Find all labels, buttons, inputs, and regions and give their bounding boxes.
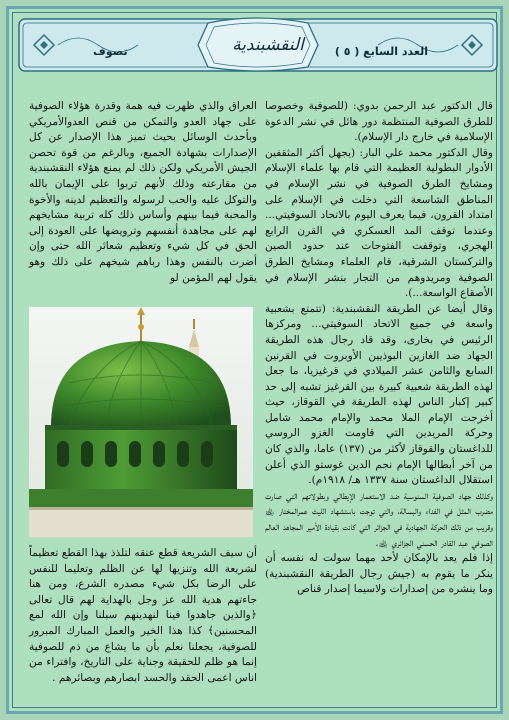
right-text-column	[265, 99, 493, 598]
paragraph: وقال الدكتور محمد علي البار: (يجهل أكثر المثقفين الأدوار البطولية العظيمة التي قام بها علماء الإسلام ومشايخ الطرق الصوفية في نشر الإسلام في المناطق الشاسعة التي دخلت في الإسلام على امتداد القرون، فيما يعرف اليوم بالاتحاد السوفيتي... وعندما توقف المد العسكري في القرن الرابع الهجري، وتوقفت الفتوحات عند حدود الصين والتركستان الشرقية، قام العلماء ومشايخ الطرق الصوفية ومريدوهم من التجار بنشر الإسلام في الأصقاع الواسعة...).	[265, 146, 493, 300]
green-dome-photo	[29, 307, 253, 537]
paragraph: أن سيف الشريعة قطع عنقه لتلذذ بهذا القطع تعظيماً لشريعة الله وتنزيها لها عن الظلم وتعليما للنفس على الرضا بكل شيء مصدره الشرع، ومن هنا جاءتهم هدية الله عز وجل بالهداية لهم قال تعالى ﴿والذين جاهدوا فينا لنهدينهم سبلنا وإن الله لمع المحسنين﴾ كذا هذا الخير والعمل المبارك المبرور للصوفية، يجعلنا نعلم بأن ما يشاع من ذم للصوفية إنما هو ظلم للحقيقة وجناية على التاريخ، وافتراء من اناس اعمى الحقد والحسد ابصارهم وبصائرهم .	[29, 547, 257, 684]
left-text-column-bottom	[29, 546, 257, 686]
magazine-page	[6, 6, 503, 714]
paragraph: وكذلك جهاد الصوفية السنوسية ضد الاستعمار الإيطالي وبطولاتهم التي صارت مضرب المثل في الفداء والبسالة، والتي توجت باستشهاد الليث عمرالمختار ﵀ وقريب من ذلك الحركة الجهادية في الجزائر التي كانت بقيادة الأمير المجاهد العالم الصوفي عبد القادر الحسني الجزائري ﵀.	[265, 489, 493, 549]
paragraph: العراق والذي ظهرت فيه همة وقدرة هؤلاء الصوفية على جهاد العدو والتمكن من قنص العدوالأمريكي وبأحدث الوسائل بحيث تميز هذا الإصدار عن كل الإصدارات بشهادة الجميع، وبالرغم من قوة تحصن الجيش الأمريكي ولكن ذلك لم يمنع هؤلاء النقشبندية من مقارعته وذلك لأنهم تربوا على الإيمان بالله والتوكل عليه والحب لرسوله والتعظيم لدينه والأخوة والمحبة فيما بينهم وأساس ذلك كله تربية مشايخهم لهم على مجاهدة أنفسهم وترويضها على العودة إلى الحق في كل شيء وتعظيم شعائر الله حتى وإن أضرت بالنفس وهذا رباهم شيخهم على ذلك وهو يقول لهم المؤمن لو	[29, 100, 257, 284]
paragraph: قال الدكتور عبد الرحمن بدوي: (للصوفية وخصوصا للطرق الصوفية المنتظمة دور هائل في نشر الدعوة الإسلامية في خارج دار الإسلام).	[265, 100, 493, 144]
section-title: تصوف	[93, 45, 128, 58]
left-text-column-top	[29, 99, 257, 286]
mosque-dome-icon	[29, 307, 253, 537]
issue-number: العدد السابع ( ٥ )	[334, 45, 428, 58]
magazine-logo: النقشبندية	[232, 35, 304, 55]
paragraph: إذا فلم يعد بالإمكان لأحد مهما سولت له نفسه أن ينكر ما يقوم به (جيش رجال الطريقة النقشبندية) وما ينشره من إصدارات ولاسيما إصدار قناص	[265, 552, 493, 596]
page-header	[18, 15, 498, 75]
paragraph: وقال أيضا عن الطريقة النقشبندية: (تتمتع بشعبية واسعة في جميع الاتحاد السوفيتي... ومركزها الرئيس في بخارى، وقد قاد رجال هذه الطريقة الجهاد ضد الغازين البوذيين الأوبروت في القرنين السابع والثامن عشر الميلادي في قرغيزيا، ما جعل لهذه الطريقة شعبية كبيرة بين القرغيز تشبه إلى حد كبير إكبار الناس لهذه الطريقة في القوقاز، حيث أخرجت الإمام الملا محمد والإمام محمد شامل وحركة المريدين التي قاومت الغزو الروسي للداغستان والقوقاز لأكثر من (١٣٧) عاما، والذي كان من آخر أبطالها الإمام نجم الدين غوستو الذي أعلن استقلال الداغستان سنة ١٣٣٧ هـ/ ١٩١٨م).	[265, 302, 493, 487]
